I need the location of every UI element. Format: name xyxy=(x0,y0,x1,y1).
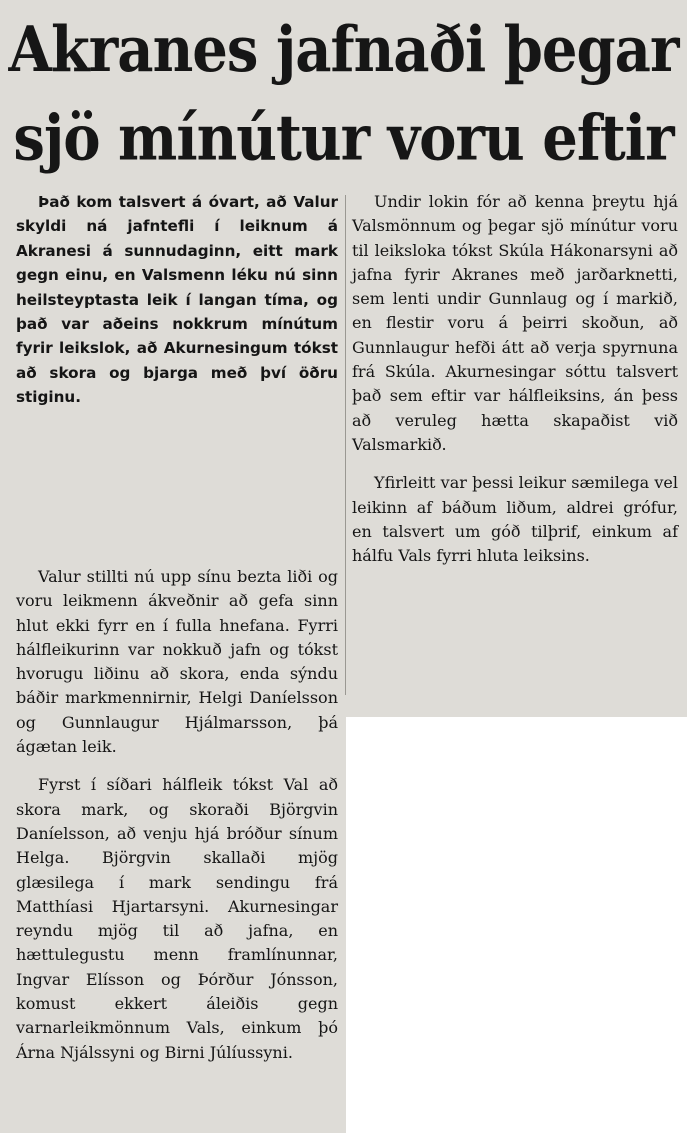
body-paragraph-left-1: Valur stillti nú upp sínu bezta liði og voru leikmenn ákveðnir að gefa sinn hlut ekki fyrr en í fulla hnefana. Fyrri hálfleikurinn var nokkuð jafn og tókst hvorugu liðinu að skora, enda sýndu báðir markmennirnir, Helgi Daníelsson og Gunnlaugur Hjálmarsson, þá ágætan leik. xyxy=(16,567,338,757)
lead-paragraph: Það kom talsvert á óvart, að Valur skyldi ná jafntefli í leiknum á Akranesi á sunnudaginn, eitt mark gegn einu, en Valsmenn léku nú sinn heilsteyptasta leik í langan tíma, og það var aðeins nokkrum mínútum fyrir leikslok, að Akurnesingum tókst að skora og bjarga með því öðru stiginu. xyxy=(16,193,338,407)
headline-line-1: Akranes jafnaði þegar xyxy=(8,12,679,87)
left-column-body xyxy=(16,565,338,1065)
column-divider xyxy=(345,195,346,695)
headline xyxy=(0,6,687,183)
left-column-lead xyxy=(16,190,338,410)
body-paragraph-right-1: Undir lokin fór að kenna þreytu hjá Valsmönnum og þegar sjö mínútur voru til leiksloka tókst Skúla Hákonarsyni að jafna fyrir Akranes með jarðarknetti, sem lenti undir Gunnlaug og í markið, en flestir voru á þeirri skoðun, að Gunnlaugur hefði átt að verja spyrnuna frá Skúla. Akurnesingar sóttu talsvert það sem eftir var hálfleiksins, án þess að veruleg hætta skapaðist við Valsmarkið. xyxy=(352,192,678,454)
headline-line-2: sjö mínútur voru eftir xyxy=(13,101,674,176)
right-column-body xyxy=(352,190,678,568)
body-paragraph-left-2: Fyrst í síðari hálfleik tókst Val að skora mark, og skoraði Björgvin Daníelsson, að venju hjá bróður sínum Helga. Björgvin skallaði mjög glæsilega í mark sendingu frá Matthíasi Hjartarsyni. Akurnesingar reyndu mjög til að jafna, en hættulegustu menn framlínunnar, Ingvar Elísson og Þórður Jónsson, komust ekkert áleiðis gegn varnarleikmönnum Vals, einkum þó Árna Njálssyni og Birni Júlíussyni. xyxy=(16,775,338,1062)
body-paragraph-right-2: Yfirleitt var þessi leikur sæmilega vel leikinn af báðum liðum, aldrei grófur, en talsvert um góð tilþrif, einkum af hálfu Vals fyrri hluta leiksins. xyxy=(352,473,678,566)
